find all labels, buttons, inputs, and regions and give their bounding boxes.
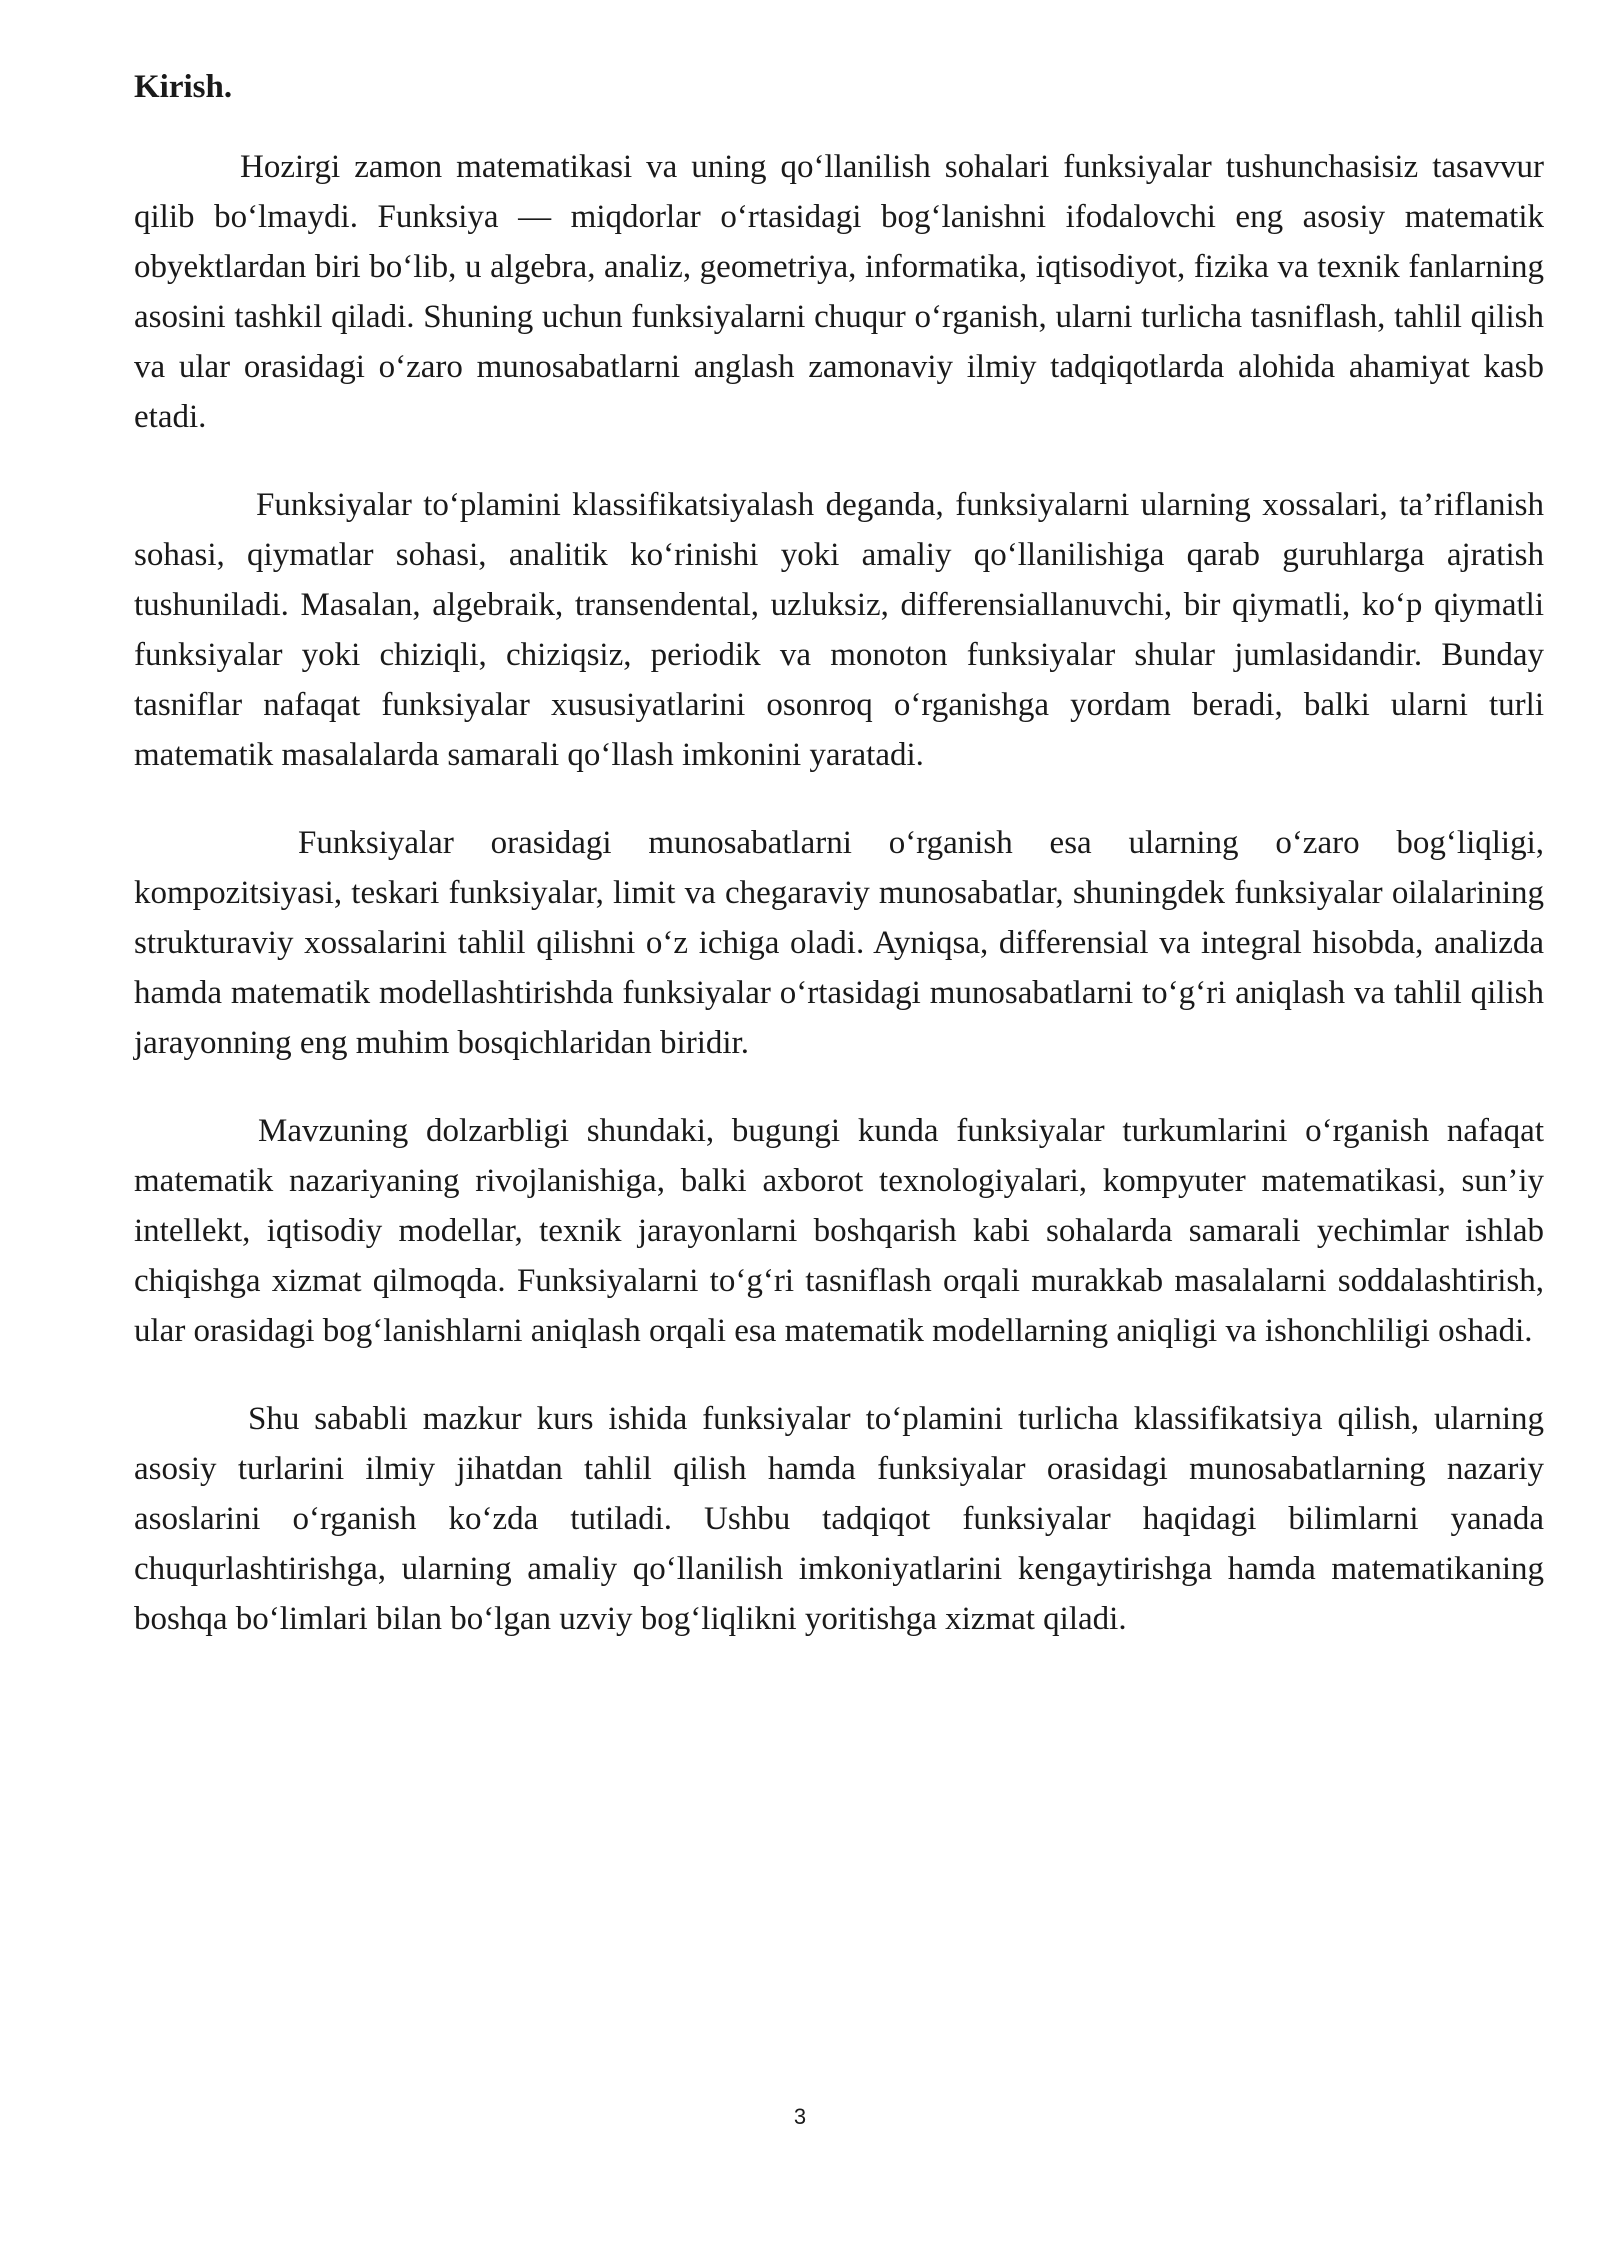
paragraph-3: Funksiyalar orasidagi munosabatlarni o‘rganish esa ularning o‘zaro bog‘liqligi, kompozitsiyasi, teskari funksiyalar, limit va chegaraviy munosabatlar, shuningdek funksiyalar oilalarining strukturaviy xossalarini tahlil qilishni o‘z ichiga oladi. Ayniqsa, differensial va integral hisobda, analizda hamda matematik modellashtirishda funksiyalar o‘rtasidagi munosabatlarni to‘g‘ri aniqlash va tahlil qilish jarayonning eng muhim bosqichlaridan biridir. [134,825,1544,1061]
page-number: 3 [793,2104,807,2129]
section-heading: Kirish. [134,69,233,105]
document-page [134,62,1544,1682]
paragraph-4: Mavzuning dolzarbligi shundaki, bugungi kunda funksiyalar turkumlarini o‘rganish nafaqat matematik nazariyaning rivojlanishiga, balki axborot texnologiyalari, kompyuter matematikasi, sun’iy intellekt, iqtisodiy modellar, texnik jarayonlarni boshqarish kabi sohalarda samarali yechimlar ishlab chiqishga xizmat qilmoqda. Funksiyalarni to‘g‘ri tasniflash orqali murakkab masalalarni soddalashtirish, ular orasidagi bog‘lanishlarni aniqlash orqali esa matematik modellarning aniqligi va ishonchliligi oshadi. [134,1113,1544,1349]
paragraph-2: Funksiyalar to‘plamini klassifikatsiyalash deganda, funksiyalarni ularning xossalari, ta’riflanish sohasi, qiymatlar sohasi, analitik ko‘rinishi yoki amaliy qo‘llanilishiga qarab guruhlarga ajratish tushuniladi. Masalan, algebraik, transendental, uzluksiz, differensiallanuvchi, bir qiymatli, ko‘p qiymatli funksiyalar yoki chiziqli, chiziqsiz, periodik va monoton funksiyalar shular jumlasidandir. Bunday tasniflar nafaqat funksiyalar xususiyatlarini osonroq o‘rganishga yordam beradi, balki ularni turli matematik masalalarda samarali qo‘llash imkonini yaratadi. [134,487,1544,773]
paragraph-1: Hozirgi zamon matematikasi va uning qo‘llanilish sohalari funksiyalar tushunchasisiz tasavvur qilib bo‘lmaydi. Funksiya — miqdorlar o‘rtasidagi bog‘lanishni ifodalovchi eng asosiy matematik obyektlardan biri bo‘lib, u algebra, analiz, geometriya, informatika, iqtisodiyot, fizika va texnik fanlarning asosini tashkil qiladi. Shuning uchun funksiyalarni chuqur o‘rganish, ularni turlicha tasniflash, tahlil qilish va ular orasidagi o‘zaro munosabatlarni anglash zamonaviy ilmiy tadqiqotlarda alohida ahamiyat kasb etadi. [134,149,1544,435]
paragraph-5: Shu sababli mazkur kurs ishida funksiyalar to‘plamini turlicha klassifikatsiya qilish, ularning asosiy turlarini ilmiy jihatdan tahlil qilish hamda funksiyalar orasidagi munosabatlarning nazariy asoslarini o‘rganish ko‘zda tutiladi. Ushbu tadqiqot funksiyalar haqidagi bilimlarni yanada chuqurlashtirishga, ularning amaliy qo‘llanilish imkoniyatlarini kengaytirishga hamda matematikaning boshqa bo‘limlari bilan bo‘lgan uzviy bog‘liqlikni yoritishga xizmat qiladi. [134,1401,1544,1637]
